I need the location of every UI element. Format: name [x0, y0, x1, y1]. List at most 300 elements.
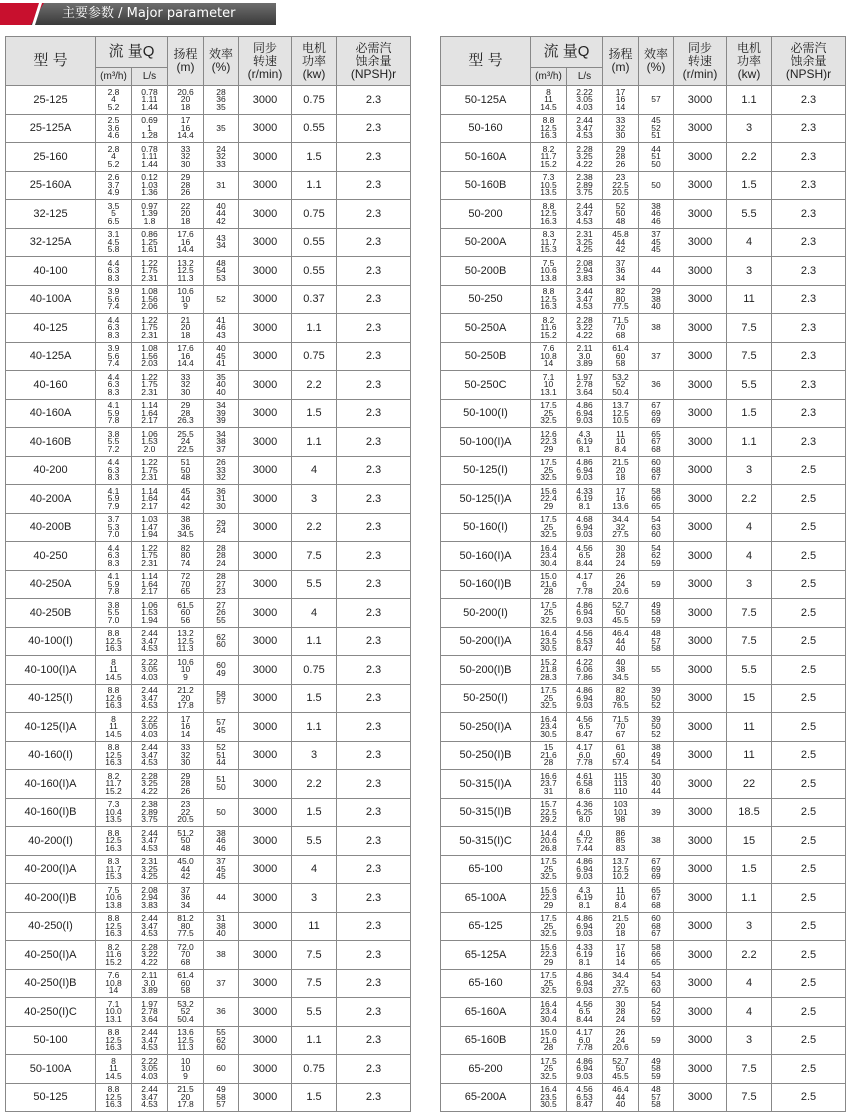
cell-model: 40-200: [6, 456, 96, 485]
cell-flow-m3h: 4.1 5.9 7.8: [96, 570, 132, 599]
cell-model: 40-200(I)B: [6, 884, 96, 913]
cell-speed: 3000: [239, 114, 292, 143]
cell-head: 30 28 24: [603, 542, 639, 571]
cell-flow-m3h: 8.8 12.5 16.3: [96, 741, 132, 770]
cell-power: 11: [727, 285, 772, 314]
cell-efficiency: 55 62 60: [204, 1026, 239, 1055]
cell-model: 25-125: [6, 86, 96, 115]
cell-speed: 3000: [674, 143, 727, 172]
cell-npsh: 2.3: [337, 171, 411, 200]
cell-npsh: 2.5: [772, 599, 846, 628]
cell-model: 50-200A: [441, 228, 531, 257]
cell-head: 103 101 98: [603, 798, 639, 827]
cell-flow-ls: 2.11 3.0 3.89: [132, 969, 168, 998]
table-row: [6, 314, 411, 343]
cell-head: 30 28 24: [603, 998, 639, 1027]
cell-efficiency: 29 24: [204, 513, 239, 542]
cell-model: 40-250B: [6, 599, 96, 628]
cell-model: 50-160B: [441, 171, 531, 200]
cell-head: 33 32 30: [603, 114, 639, 143]
cell-flow-ls: 0.12 1.03 1.36: [132, 171, 168, 200]
cell-speed: 3000: [239, 143, 292, 172]
cell-model: 25-125A: [6, 114, 96, 143]
table-row: [6, 428, 411, 457]
cell-model: 50-100(I)A: [441, 428, 531, 457]
cell-efficiency: 28 27 23: [204, 570, 239, 599]
cell-power: 1.1: [727, 884, 772, 913]
table-row: [441, 285, 846, 314]
cell-npsh: 2.3: [772, 428, 846, 457]
cell-model: 65-160: [441, 969, 531, 998]
cell-head: 29 28 26: [603, 143, 639, 172]
cell-speed: 3000: [239, 798, 292, 827]
cell-power: 1.1: [292, 428, 337, 457]
cell-head: 86 85 83: [603, 827, 639, 856]
cell-flow-m3h: 17.5 25 32.5: [531, 399, 567, 428]
cell-speed: 3000: [674, 428, 727, 457]
cell-npsh: 2.5: [772, 969, 846, 998]
cell-npsh: 2.3: [337, 998, 411, 1027]
cell-power: 1.1: [292, 627, 337, 656]
table-row: [6, 599, 411, 628]
cell-efficiency: 58 66 65: [639, 941, 674, 970]
cell-npsh: 2.3: [772, 257, 846, 286]
cell-flow-m3h: 3.9 5.6 7.4: [96, 342, 132, 371]
cell-speed: 3000: [239, 200, 292, 229]
cell-npsh: 2.3: [337, 855, 411, 884]
cell-model: 25-160A: [6, 171, 96, 200]
cell-speed: 3000: [674, 599, 727, 628]
cell-power: 7.5: [727, 342, 772, 371]
cell-power: 0.75: [292, 86, 337, 115]
cell-head: 45.8 44 42: [603, 228, 639, 257]
cell-power: 1.5: [292, 1083, 337, 1112]
cell-power: 3: [727, 1026, 772, 1055]
cell-power: 5.5: [292, 570, 337, 599]
cell-flow-ls: 2.31 3.25 4.25: [567, 228, 603, 257]
header-head: 扬程 (m): [168, 37, 204, 86]
cell-power: 0.75: [292, 656, 337, 685]
cell-power: 3: [292, 741, 337, 770]
cell-efficiency: 39 50 52: [639, 713, 674, 742]
cell-head: 51.2 50 48: [168, 827, 204, 856]
cell-npsh: 2.3: [772, 171, 846, 200]
cell-model: 50-100(I): [441, 399, 531, 428]
cell-head: 21.2 20 17.8: [168, 684, 204, 713]
cell-speed: 3000: [674, 969, 727, 998]
cell-flow-m3h: 17.5 25 32.5: [531, 456, 567, 485]
cell-speed: 3000: [674, 542, 727, 571]
table-row: [441, 1055, 846, 1084]
header-flow-ls: L/s: [567, 68, 603, 86]
cell-power: 5.5: [727, 371, 772, 400]
cell-flow-m3h: 17.5 25 32.5: [531, 855, 567, 884]
cell-efficiency: 35 40 40: [204, 371, 239, 400]
cell-efficiency: 38 49 54: [639, 741, 674, 770]
cell-head: 29 28 26.3: [168, 399, 204, 428]
cell-power: 3: [292, 884, 337, 913]
table-row: [6, 257, 411, 286]
header-npsh: 必需汽 蚀余量 (NPSH)r: [772, 37, 846, 86]
cell-flow-m3h: 2.5 3.6 4.6: [96, 114, 132, 143]
cell-npsh: 2.5: [772, 713, 846, 742]
cell-model: 50-315(I)B: [441, 798, 531, 827]
cell-model: 40-250: [6, 542, 96, 571]
cell-flow-ls: 2.44 3.47 4.53: [132, 827, 168, 856]
cell-flow-ls: 1.22 1.75 2.31: [132, 542, 168, 571]
cell-model: 40-160(I)B: [6, 798, 96, 827]
cell-npsh: 2.3: [337, 314, 411, 343]
cell-power: 1.1: [292, 314, 337, 343]
cell-head: 37 36 34: [168, 884, 204, 913]
cell-speed: 3000: [674, 513, 727, 542]
cell-flow-m3h: 16.4 23.4 30.4: [531, 542, 567, 571]
cell-efficiency: 39 50 52: [639, 684, 674, 713]
cell-flow-m3h: 3.8 5.5 7.0: [96, 599, 132, 628]
cell-model: 32-125: [6, 200, 96, 229]
cell-power: 7.5: [727, 599, 772, 628]
cell-power: 7.5: [727, 1083, 772, 1112]
cell-speed: 3000: [239, 827, 292, 856]
cell-head: 52 50 48: [603, 200, 639, 229]
cell-speed: 3000: [239, 684, 292, 713]
cell-flow-m3h: 4.4 6.3 8.3: [96, 371, 132, 400]
cell-speed: 3000: [239, 855, 292, 884]
cell-flow-m3h: 2.8 4 5.2: [96, 86, 132, 115]
cell-head: 13.6 12.5 11.3: [168, 1026, 204, 1055]
cell-power: 1.5: [727, 855, 772, 884]
cell-power: 0.55: [292, 114, 337, 143]
cell-flow-ls: 2.44 3.47 4.53: [567, 285, 603, 314]
table-row: [6, 827, 411, 856]
cell-model: 65-100: [441, 855, 531, 884]
cell-power: 18.5: [727, 798, 772, 827]
cell-npsh: 2.5: [772, 656, 846, 685]
cell-speed: 3000: [239, 570, 292, 599]
parameter-table-left: [5, 36, 411, 1112]
cell-head: 13.2 12.5 11.3: [168, 627, 204, 656]
cell-speed: 3000: [239, 713, 292, 742]
cell-speed: 3000: [674, 171, 727, 200]
header-speed: 同步 转速 (r/min): [239, 37, 292, 86]
cell-power: 7.5: [727, 627, 772, 656]
cell-flow-ls: 1.08 1.56 2.03: [132, 342, 168, 371]
cell-efficiency: 35: [204, 114, 239, 143]
cell-head: 40 38 34.5: [603, 656, 639, 685]
table-row: [441, 114, 846, 143]
cell-flow-ls: 2.08 2.94 3.83: [567, 257, 603, 286]
cell-power: 4: [727, 998, 772, 1027]
table-row: [6, 684, 411, 713]
cell-flow-m3h: 2.8 4 5.2: [96, 143, 132, 172]
cell-power: 1.5: [727, 399, 772, 428]
cell-head: 20.6 20 18: [168, 86, 204, 115]
cell-efficiency: 27 26 55: [204, 599, 239, 628]
cell-efficiency: 30 40 44: [639, 770, 674, 799]
cell-flow-m3h: 16.4 23.4 30.5: [531, 713, 567, 742]
cell-power: 7.5: [292, 969, 337, 998]
cell-head: 23 22.5 20.5: [603, 171, 639, 200]
cell-flow-ls: 2.22 3.05 4.03: [132, 656, 168, 685]
cell-flow-ls: 2.11 3.0 3.89: [567, 342, 603, 371]
cell-npsh: 2.5: [772, 485, 846, 514]
cell-flow-ls: 0.86 1.25 1.61: [132, 228, 168, 257]
cell-speed: 3000: [239, 969, 292, 998]
table-row: [6, 1083, 411, 1112]
cell-flow-m3h: 8 11 14.5: [96, 713, 132, 742]
cell-speed: 3000: [674, 684, 727, 713]
cell-head: 38 36 34.5: [168, 513, 204, 542]
cell-power: 4: [727, 542, 772, 571]
cell-power: 11: [727, 741, 772, 770]
cell-power: 1.5: [292, 143, 337, 172]
banner-title: 主要参数 / Major parameter: [62, 6, 236, 21]
cell-npsh: 2.3: [337, 200, 411, 229]
cell-power: 0.55: [292, 228, 337, 257]
cell-speed: 3000: [239, 513, 292, 542]
cell-model: 40-100(I)A: [6, 656, 96, 685]
cell-power: 1.1: [292, 1026, 337, 1055]
cell-speed: 3000: [239, 741, 292, 770]
table-row: [6, 485, 411, 514]
cell-efficiency: 36 31 30: [204, 485, 239, 514]
cell-flow-ls: 4.56 6.5 8.44: [567, 998, 603, 1027]
table-row: [441, 798, 846, 827]
cell-power: 5.5: [727, 200, 772, 229]
table-row: [6, 969, 411, 998]
cell-flow-m3h: 8 11 14.5: [96, 1055, 132, 1084]
cell-head: 53.2 52 50.4: [168, 998, 204, 1027]
cell-flow-ls: 0.78 1.11 1.44: [132, 143, 168, 172]
cell-flow-ls: 2.28 3.25 4.22: [132, 770, 168, 799]
cell-power: 15: [727, 684, 772, 713]
cell-flow-ls: 4.56 6.5 8.44: [567, 542, 603, 571]
cell-flow-m3h: 8.8 12.5 16.3: [96, 827, 132, 856]
cell-head: 23 22 20.5: [168, 798, 204, 827]
table-row: [6, 741, 411, 770]
cell-model: 40-125: [6, 314, 96, 343]
cell-efficiency: 59: [639, 1026, 674, 1055]
cell-flow-m3h: 17.5 25 32.5: [531, 912, 567, 941]
cell-power: 5.5: [292, 827, 337, 856]
cell-efficiency: 43 34: [204, 228, 239, 257]
cell-flow-m3h: 17.5 25 32.5: [531, 684, 567, 713]
cell-power: 4: [292, 855, 337, 884]
cell-speed: 3000: [239, 912, 292, 941]
cell-efficiency: 44 51 50: [639, 143, 674, 172]
cell-flow-ls: 4.17 6 7.78: [567, 570, 603, 599]
table-row: [6, 941, 411, 970]
cell-head: 53.2 52 50.4: [603, 371, 639, 400]
cell-speed: 3000: [674, 912, 727, 941]
cell-flow-ls: 0.97 1.39 1.8: [132, 200, 168, 229]
cell-flow-m3h: 7.3 10.4 13.5: [96, 798, 132, 827]
table-row: [6, 542, 411, 571]
cell-efficiency: 65 67 68: [639, 428, 674, 457]
cell-flow-m3h: 17.5 25 32.5: [531, 969, 567, 998]
cell-speed: 3000: [674, 627, 727, 656]
cell-power: 15: [727, 827, 772, 856]
cell-efficiency: 38: [639, 827, 674, 856]
table-row: [441, 912, 846, 941]
cell-head: 21 20 18: [168, 314, 204, 343]
table-row: [441, 371, 846, 400]
cell-head: 17 16 14.4: [168, 114, 204, 143]
cell-power: 5.5: [727, 656, 772, 685]
cell-head: 25.5 24 22.5: [168, 428, 204, 457]
cell-flow-m3h: 16.4 23.4 30.4: [531, 998, 567, 1027]
cell-power: 2.2: [727, 143, 772, 172]
table-body-right: [441, 86, 846, 1112]
cell-speed: 3000: [674, 200, 727, 229]
cell-npsh: 2.3: [337, 656, 411, 685]
table-body-left: [6, 86, 411, 1112]
cell-npsh: 2.3: [337, 741, 411, 770]
cell-head: 61.4 60 58: [603, 342, 639, 371]
cell-efficiency: 44: [639, 257, 674, 286]
cell-flow-m3h: 17.5 25 32.5: [531, 513, 567, 542]
cell-power: 3: [727, 114, 772, 143]
cell-npsh: 2.3: [337, 228, 411, 257]
cell-model: 50-250(I)B: [441, 741, 531, 770]
table-row: [441, 1083, 846, 1112]
table-row: [441, 770, 846, 799]
table-row: [441, 855, 846, 884]
cell-speed: 3000: [674, 399, 727, 428]
cell-power: 1.1: [292, 171, 337, 200]
cell-npsh: 2.3: [337, 86, 411, 115]
header-model: 型 号: [441, 37, 531, 86]
cell-efficiency: 67 69 69: [639, 855, 674, 884]
cell-flow-m3h: 8.8 12.5 16.3: [96, 627, 132, 656]
cell-power: 2.2: [292, 513, 337, 542]
cell-model: 40-250(I)A: [6, 941, 96, 970]
cell-flow-m3h: 7.6 10.8 14: [531, 342, 567, 371]
cell-head: 52.7 50 45.5: [603, 599, 639, 628]
cell-model: 40-125(I): [6, 684, 96, 713]
cell-power: 2.2: [292, 371, 337, 400]
cell-flow-m3h: 7.1 10.0 13.1: [96, 998, 132, 1027]
cell-flow-ls: 4.86 6.94 9.03: [567, 1055, 603, 1084]
cell-speed: 3000: [239, 228, 292, 257]
cell-power: 1.1: [292, 713, 337, 742]
cell-head: 26 24 20.6: [603, 1026, 639, 1055]
cell-speed: 3000: [239, 884, 292, 913]
table-row: [6, 456, 411, 485]
cell-flow-m3h: 14.4 20.6 26.8: [531, 827, 567, 856]
cell-model: 40-125A: [6, 342, 96, 371]
cell-efficiency: 34 39 39: [204, 399, 239, 428]
cell-model: 32-125A: [6, 228, 96, 257]
cell-flow-ls: 1.03 1.47 1.94: [132, 513, 168, 542]
cell-model: 50-200: [441, 200, 531, 229]
cell-head: 11 10 8.4: [603, 428, 639, 457]
cell-flow-m3h: 12.6 22.3 29: [531, 428, 567, 457]
cell-head: 37 36 34: [603, 257, 639, 286]
cell-model: 50-200(I): [441, 599, 531, 628]
cell-flow-m3h: 15.6 22.4 29: [531, 485, 567, 514]
cell-power: 3: [292, 485, 337, 514]
cell-npsh: 2.5: [772, 684, 846, 713]
cell-flow-m3h: 8 11 14.5: [531, 86, 567, 115]
cell-model: 50-100A: [6, 1055, 96, 1084]
table-row: [6, 200, 411, 229]
cell-npsh: 2.3: [337, 1055, 411, 1084]
table-row: [441, 827, 846, 856]
cell-model: 50-200(I)B: [441, 656, 531, 685]
cell-flow-ls: 0.69 1 1.28: [132, 114, 168, 143]
cell-npsh: 2.3: [337, 684, 411, 713]
cell-flow-ls: 4.56 6.53 8.47: [567, 627, 603, 656]
table-row: [6, 1026, 411, 1055]
cell-speed: 3000: [674, 798, 727, 827]
cell-speed: 3000: [674, 713, 727, 742]
cell-model: 65-125A: [441, 941, 531, 970]
cell-speed: 3000: [239, 998, 292, 1027]
cell-efficiency: 38: [204, 941, 239, 970]
cell-model: 40-200(I)A: [6, 855, 96, 884]
cell-head: 13.2 12.5 11.3: [168, 257, 204, 286]
cell-speed: 3000: [239, 770, 292, 799]
table-row: [441, 656, 846, 685]
header-flow: 流 量Q: [531, 37, 603, 68]
header-power: 电机 功率 (kw): [727, 37, 772, 86]
cell-power: 22: [727, 770, 772, 799]
cell-speed: 3000: [674, 86, 727, 115]
cell-power: 1.5: [727, 171, 772, 200]
cell-efficiency: 37 45 45: [204, 855, 239, 884]
cell-npsh: 2.3: [337, 827, 411, 856]
cell-head: 34.4 32 27.5: [603, 513, 639, 542]
cell-head: 52.7 50 45.5: [603, 1055, 639, 1084]
cell-flow-m3h: 3.1 4.5 5.8: [96, 228, 132, 257]
cell-model: 50-100: [6, 1026, 96, 1055]
cell-head: 29 28 26: [168, 770, 204, 799]
cell-efficiency: 38 46 46: [639, 200, 674, 229]
cell-flow-m3h: 15.7 22.5 29.2: [531, 798, 567, 827]
cell-flow-m3h: 8.3 11.7 15.3: [531, 228, 567, 257]
table-row: [6, 513, 411, 542]
cell-npsh: 2.3: [337, 627, 411, 656]
table-row: [441, 627, 846, 656]
cell-flow-m3h: 8.8 12.5 16.3: [96, 912, 132, 941]
table-row: [6, 855, 411, 884]
cell-flow-m3h: 4.4 6.3 8.3: [96, 257, 132, 286]
cell-speed: 3000: [239, 1026, 292, 1055]
cell-speed: 3000: [674, 114, 727, 143]
cell-power: 1.1: [727, 428, 772, 457]
cell-head: 82 80 77.5: [603, 285, 639, 314]
cell-speed: 3000: [239, 342, 292, 371]
cell-flow-m3h: 3.5 5 6.5: [96, 200, 132, 229]
cell-flow-m3h: 2.6 3.7 4.9: [96, 171, 132, 200]
cell-npsh: 2.3: [772, 342, 846, 371]
cell-npsh: 2.5: [772, 570, 846, 599]
cell-power: 4: [292, 599, 337, 628]
cell-efficiency: 52: [204, 285, 239, 314]
cell-speed: 3000: [674, 656, 727, 685]
cell-head: 45 44 42: [168, 485, 204, 514]
cell-flow-m3h: 17.5 25 32.5: [531, 599, 567, 628]
cell-model: 40-160(I): [6, 741, 96, 770]
cell-efficiency: 31 38 40: [204, 912, 239, 941]
cell-flow-m3h: 4.1 5.9 7.9: [96, 485, 132, 514]
table-row: [441, 428, 846, 457]
cell-flow-m3h: 8.8 12.5 16.3: [531, 285, 567, 314]
cell-head: 72.0 70 68: [168, 941, 204, 970]
cell-flow-m3h: 15.2 21.8 28.3: [531, 656, 567, 685]
cell-flow-ls: 2.08 2.94 3.83: [132, 884, 168, 913]
